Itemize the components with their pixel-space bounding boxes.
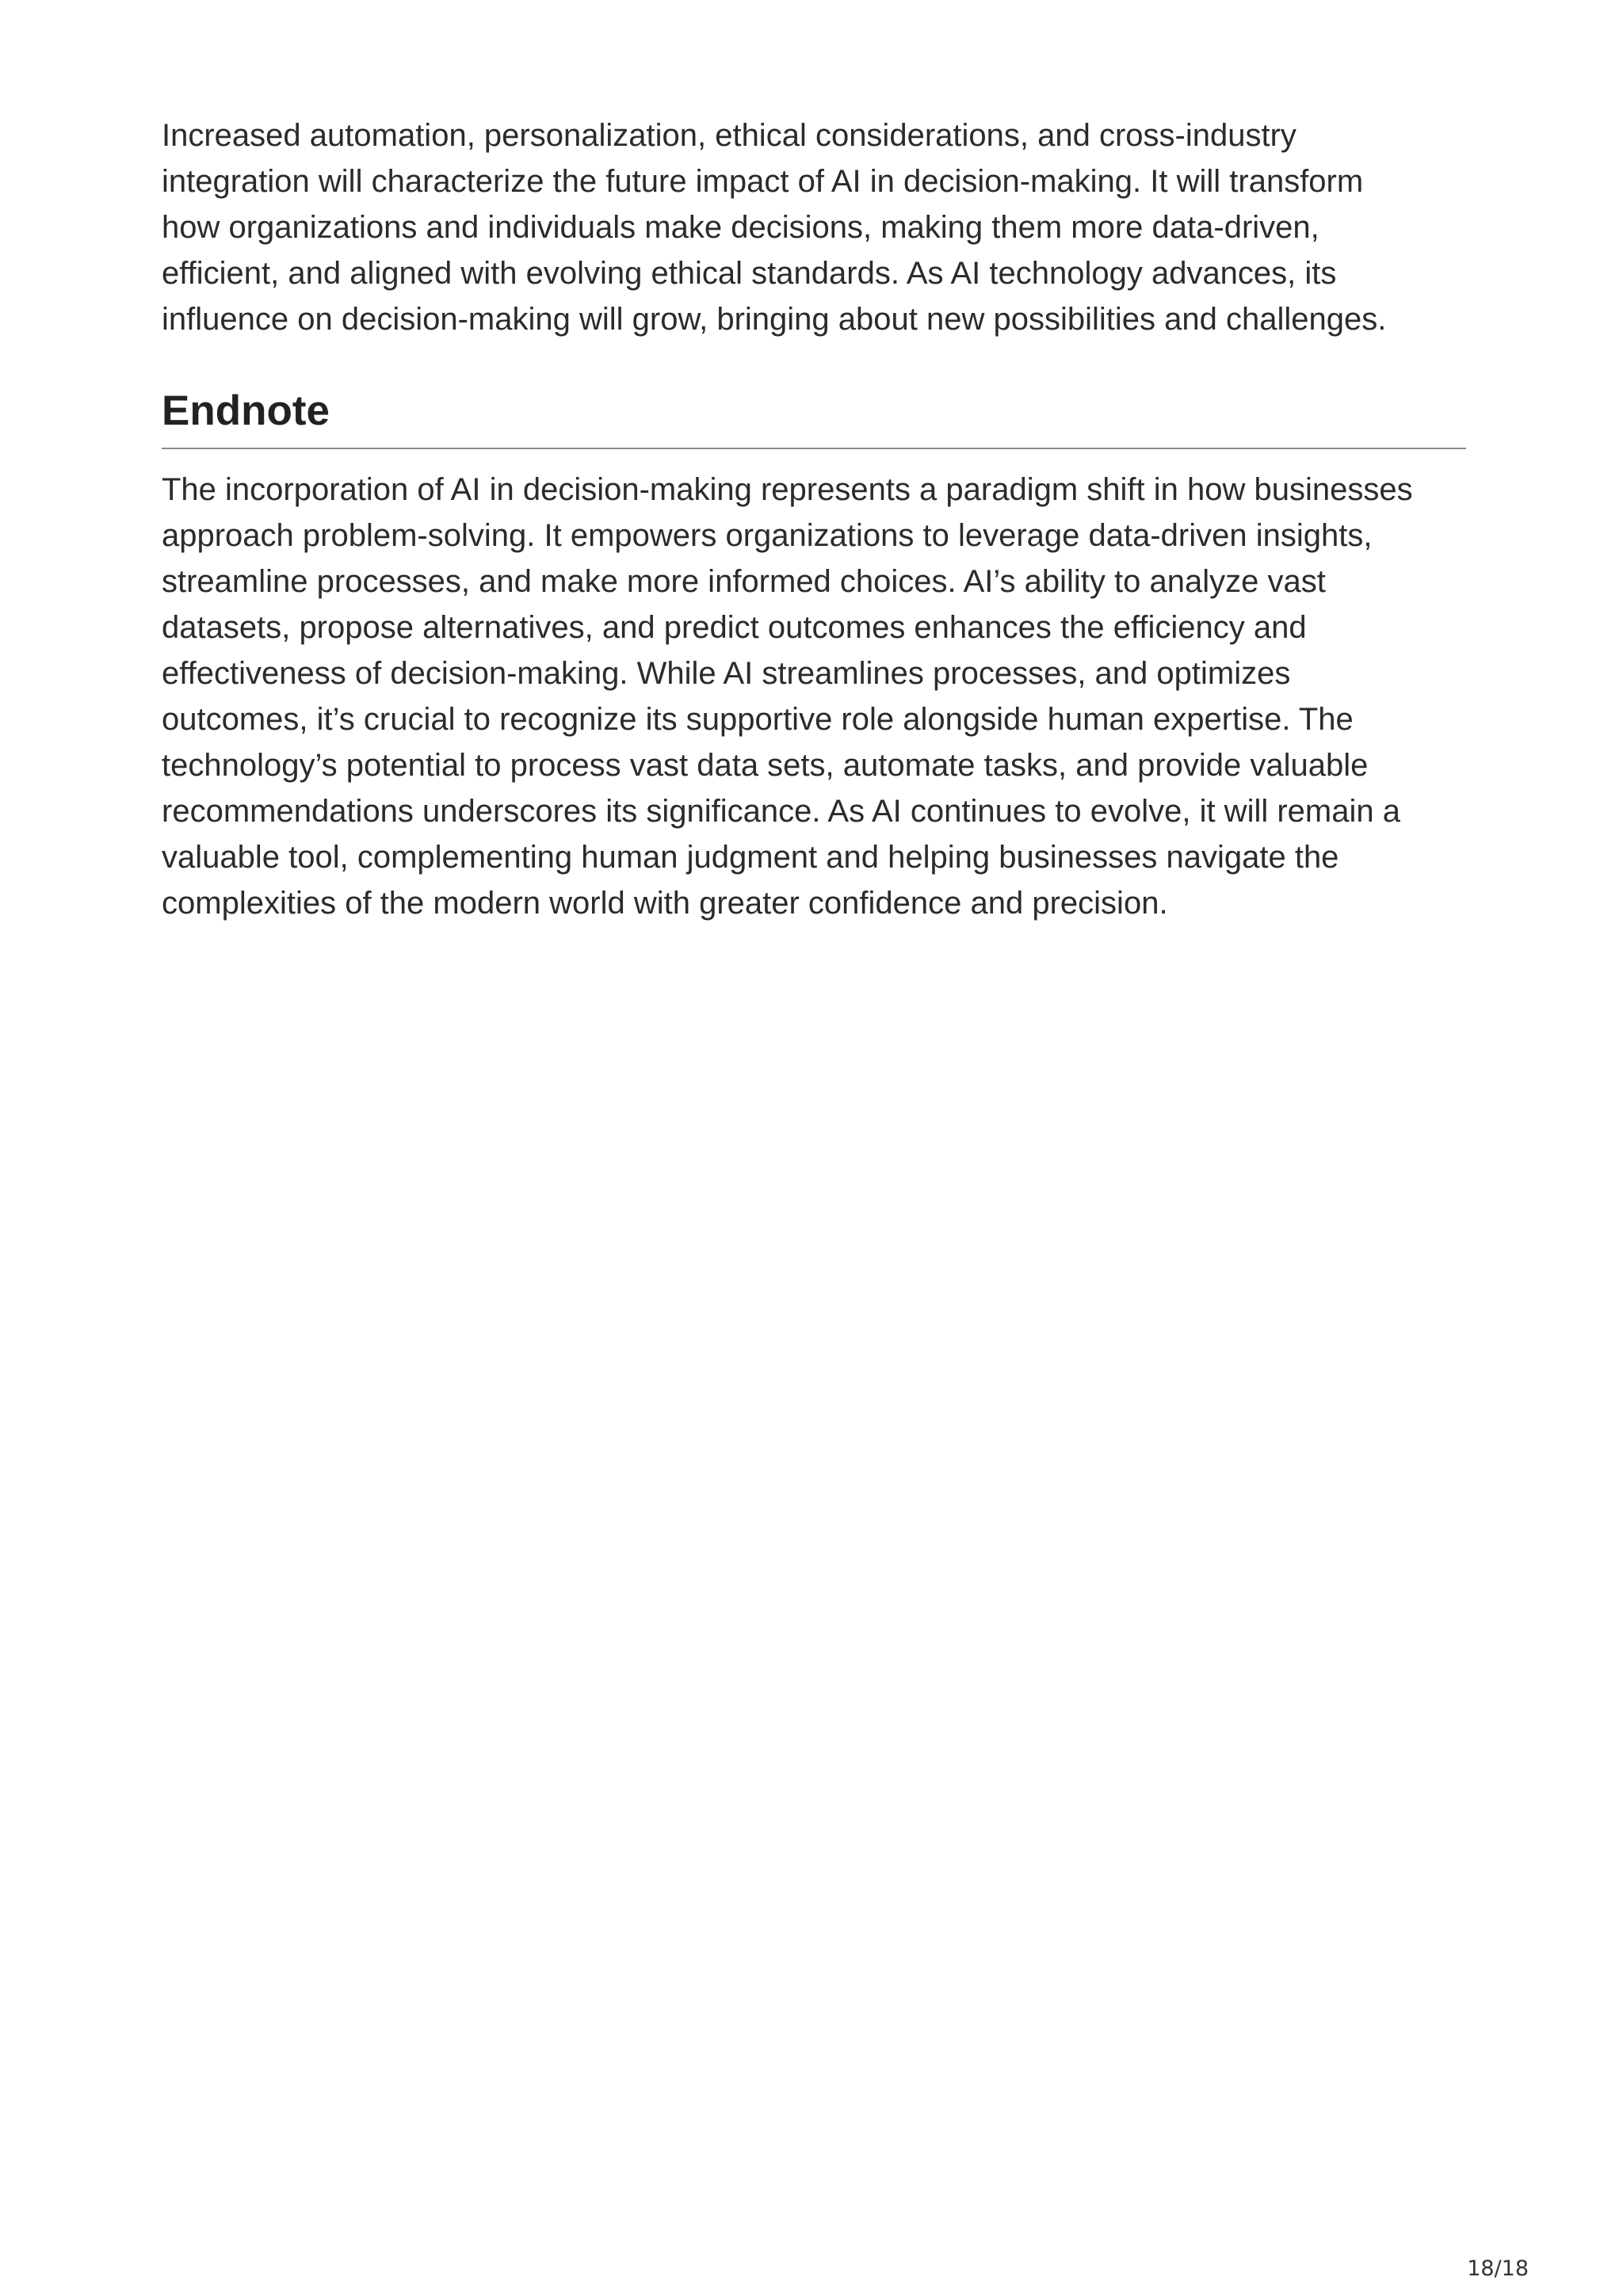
section-heading: Endnote <box>162 387 330 434</box>
endnote-paragraph: The incorporation of AI in decision-making represents a paradigm shift in how businesses approach problem-solving. It empowers organizations to leverage data-driven insights, streamline processes, and make more informed choices. AI’s ability to analyze vast datasets, propose alternatives, and predict outcomes enhances the efficiency and effectiveness of decision-making. While AI streamlines processes, and optimizes outcomes, it’s crucial to recognize its supportive role alongside human expertise. The technology’s potential to process vast data sets, automate tasks, and provide valuable recommendations underscores its significance. As AI continues to evolve, it will remain a valuable tool, complementing human judgment and helping businesses navigate the complexities of the modern world with greater confidence and precision. <box>162 472 1413 921</box>
intro-paragraph: Increased automation, personalization, ethical considerations, and cross-industry integration will characterize the future impact of AI in decision-making. It will transform how organizations and individuals make decisions, making them more data-driven, efficient, and aligned with evolving ethical standards. As AI technology advances, its influence on decision-making will grow, bringing about new possibilities and challenges. <box>162 118 1387 337</box>
page-content <box>162 113 1469 926</box>
page-number: 18/18 <box>1467 2256 1529 2281</box>
section-heading-container <box>162 386 1466 449</box>
